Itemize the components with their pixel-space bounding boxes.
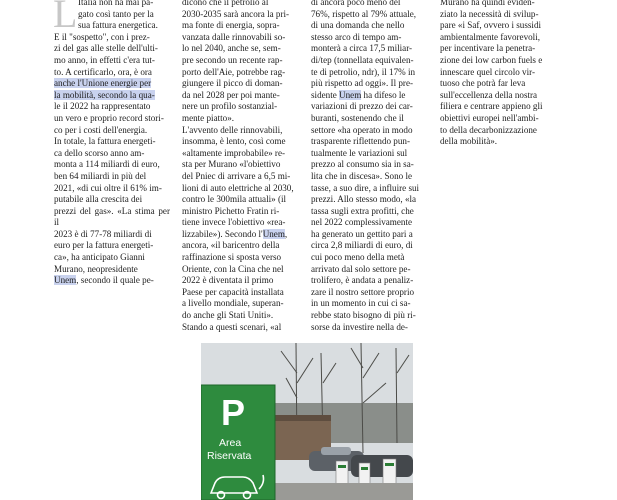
col1-line [54, 32, 170, 44]
highlighted-term: Unem [262, 228, 285, 239]
col3-line [311, 101, 427, 113]
text-line: giungere il picco di doman- [182, 78, 283, 89]
text-line: lioni di auto elettriche al 2030, [182, 182, 294, 193]
col2-line [182, 101, 298, 113]
article-column-3 [311, 0, 427, 333]
text-line: euro per la fattura energeti- [54, 240, 154, 251]
text-line: ben 64 miliardi in più del [54, 170, 147, 181]
text-line: 2022 è diventata il primo [182, 275, 274, 286]
text-line: nere un profilo sostanzial- [182, 101, 278, 112]
col3-line [311, 194, 427, 206]
col3-line [311, 287, 427, 299]
text-line: nel 2022 complessivamente [311, 217, 413, 228]
col3-line [311, 20, 427, 32]
text-line: ma fonte di energia, sopra- [182, 20, 280, 31]
text-line: prezzi del gas». «La stima per il [54, 205, 170, 228]
text-line: ca», ha anticipato Gianni [54, 252, 145, 263]
col1-line [54, 20, 170, 32]
text-line: 2030-2035 sarà ancora la pri- [182, 8, 290, 19]
text-line: In totale, la fattura energeti- [54, 136, 156, 147]
col1-line [54, 0, 170, 9]
col2-line [182, 9, 298, 21]
text-line: 2021, «di cui oltre il 61% im- [54, 182, 162, 193]
text-line: tasse, a suo dire, a influire sui [311, 182, 420, 193]
text-line: innescare quel circolo vir- [440, 66, 536, 77]
text-line: tassa sugli extra profitti, che [311, 205, 414, 216]
col1-line [54, 229, 170, 241]
text-line: to della decarbonizzazione [440, 124, 537, 135]
text-line: zare il nostro settore proprio [311, 286, 415, 297]
text-line: ca dello scorso anno am- [54, 147, 145, 158]
col2-line [182, 264, 298, 276]
text-line: Murano, neopresidente [54, 263, 138, 274]
col3-line [311, 78, 427, 90]
text-line: gato così tanto per la [78, 8, 154, 19]
text-line: monterà a circa 17,5 miliar- [311, 43, 413, 54]
col3-line [311, 148, 427, 160]
col4-line [440, 9, 556, 21]
article-column-4 [440, 0, 556, 148]
col4-line [440, 113, 556, 125]
col4-line [440, 101, 556, 113]
text-line: putabile alla crescita dei [54, 194, 143, 205]
col3-line [311, 159, 427, 171]
text-line: circa 2,8 miliardi di euro, di [311, 240, 413, 251]
text-line: trolifero, è andata a penaliz- [311, 275, 414, 286]
text-line: pare «i Saf, ovvero i sussidi [440, 20, 542, 31]
text-line: contro le 300mila attuali» (il [182, 194, 287, 205]
article-column-2 [182, 0, 298, 333]
text-line: prezzo al consumo sia in sa- [311, 159, 414, 170]
col2-line [182, 148, 298, 160]
col2-line [182, 67, 298, 79]
text-line: sua fattura energetica. [78, 20, 158, 31]
col3-line [311, 113, 427, 125]
col2-line [182, 310, 298, 322]
text-line: te di petrolio, ndr), il 17% in [311, 66, 416, 77]
text-line: Paese per capacità installata [182, 286, 284, 297]
text-line: E il "sospetto", con i prez- [54, 31, 150, 42]
col1-line [54, 90, 170, 102]
col3-line [311, 136, 427, 148]
text-line: trasparente riflettendo pun- [311, 136, 410, 147]
sign-letter: P [221, 392, 246, 433]
col1-line [54, 240, 170, 252]
col2-line [182, 171, 298, 183]
col2-line [182, 78, 298, 90]
col2-line [182, 159, 298, 171]
text-line: lo nel 2040, anche se, sem- [182, 43, 281, 54]
col3-line [311, 206, 427, 218]
article-column-1 [54, 0, 170, 287]
col3-line [311, 43, 427, 55]
text-line: del Pniec di arrivare a 6,5 mi- [182, 170, 291, 181]
col2-line [182, 206, 298, 218]
text-line: lizzabile»). Secondo l'Unem, [182, 228, 288, 239]
col4-line [440, 43, 556, 55]
ev-charging-scene [201, 343, 413, 500]
col2-line [182, 125, 298, 137]
col2-line [182, 20, 298, 32]
col4-line [440, 67, 556, 79]
col2-line [182, 252, 298, 264]
text-line: raffinazione si sposta verso [182, 252, 282, 263]
col4-line [440, 125, 556, 137]
text-line: anche l'Unione energie per [54, 78, 152, 89]
text-line: pre secondo un recente rap- [182, 54, 283, 65]
text-line: tiene invece l'obiettivo «rea- [182, 217, 286, 228]
text-line: monta a 114 miliardi di euro, [54, 159, 160, 170]
col3-line [311, 90, 427, 102]
col2-line [182, 229, 298, 241]
col2-line [182, 113, 298, 125]
col2-line [182, 32, 298, 44]
highlighted-term: Unem [339, 89, 362, 100]
highlighted-term: Unem [54, 275, 77, 286]
col3-line [311, 125, 427, 137]
text-line: tualmente le variazioni sul [311, 147, 408, 158]
col3-line [311, 322, 427, 334]
col2-line [182, 0, 298, 9]
col2-line [182, 275, 298, 287]
text-line: un vero e proprio record stori- [54, 112, 164, 123]
text-line: vanzata dalle rinnovabili so- [182, 31, 286, 42]
col1-line [54, 159, 170, 171]
ev-charging-photo [201, 343, 413, 500]
col4-line [440, 136, 556, 148]
col2-line [182, 322, 298, 334]
col2-line [182, 217, 298, 229]
col1-line [54, 9, 170, 21]
col1-line [54, 148, 170, 160]
text-line: di ancora poco meno del [311, 0, 401, 7]
col3-line [311, 298, 427, 310]
col2-line [182, 287, 298, 299]
text-line: co per i costi dell'energia. [54, 124, 148, 135]
text-line: mente piatto». [182, 112, 235, 123]
col2-line [182, 136, 298, 148]
text-line: ha generato un gettito pari a [311, 228, 413, 239]
text-line: sta per Murano «l'obiettivo [182, 159, 281, 170]
text-line: a livello mondiale, superan- [182, 298, 284, 309]
col1-line [54, 78, 170, 90]
col1-line [54, 113, 170, 125]
text-line: 2023 è di 77-78 miliardi di [54, 228, 152, 239]
col2-line [182, 183, 298, 195]
text-line: arrivato dal solo settore pe- [311, 263, 411, 274]
col1-line [54, 125, 170, 137]
col2-line [182, 194, 298, 206]
col3-line [311, 252, 427, 264]
text-line: ministro Pichetto Fratin ri- [182, 205, 280, 216]
text-line: tuoso che potrà far leva [440, 78, 526, 89]
text-line: di una domanda che nello [311, 20, 405, 31]
text-line: porto dell'Aie, potrebbe rag- [182, 66, 286, 77]
drop-cap-letter: L [53, 0, 78, 36]
col3-line [311, 275, 427, 287]
col3-line [311, 310, 427, 322]
col1-line [54, 101, 170, 113]
col3-line [311, 67, 427, 79]
col1-line [54, 194, 170, 206]
text-line: in un momento in cui ci sa- [311, 298, 411, 309]
text-line: prezzi. Allo stesso modo, «la [311, 194, 417, 205]
col2-line [182, 90, 298, 102]
text-line: Stando a questi scenari, «al [182, 321, 282, 332]
text-line: Oriente, con la Cina che nel [182, 263, 284, 274]
col3-line [311, 9, 427, 21]
col3-line [311, 217, 427, 229]
text-line: per incentivare la penetra- [440, 43, 536, 54]
col4-line [440, 90, 556, 102]
text-line: mo anno, in effetti c'era tut- [54, 54, 155, 65]
col3-line [311, 0, 427, 9]
text-line: settore «ha operato in modo [311, 124, 413, 135]
text-line: sidente Unem ha difeso le [311, 89, 406, 100]
col1-line [54, 55, 170, 67]
col3-line [311, 229, 427, 241]
text-line: sorse da investire nella de- [311, 321, 408, 332]
text-line: la mobilità, secondo la qua- [54, 89, 155, 100]
sign-line-2: Riservata [207, 450, 252, 462]
text-line: variazioni di prezzo dei car- [311, 101, 413, 112]
text-line: ziato la necessità di svilup- [440, 8, 539, 19]
text-line: cui poco meno della metà [311, 252, 405, 263]
text-line: to. A certificarlo, ora, è ora [54, 66, 152, 77]
col4-line [440, 55, 556, 67]
text-line: ancora, «il baricentro della [182, 240, 280, 251]
text-line: della mobilità». [440, 136, 498, 147]
col2-line [182, 240, 298, 252]
text-line: Murano ha quindi eviden- [440, 0, 535, 7]
text-line: buranti, sostenendo che il [311, 112, 404, 123]
col1-line [54, 275, 170, 287]
text-line: più rispetto ad oggi». Il pre- [311, 78, 414, 89]
col4-line [440, 78, 556, 90]
col2-line [182, 55, 298, 67]
text-line: «altamente improbabile» re- [182, 147, 286, 158]
col1-line [54, 183, 170, 195]
text-line: Italia non ha mai pa- [78, 0, 154, 7]
col3-line [311, 32, 427, 44]
text-line: obiettivi europei nell'ambi- [440, 112, 539, 123]
text-line: zione dei low carbon fuels e [440, 54, 543, 65]
col3-line [311, 171, 427, 183]
col3-line [311, 264, 427, 276]
col3-line [311, 183, 427, 195]
col4-line [440, 0, 556, 9]
col3-line [311, 55, 427, 67]
col1-line [54, 67, 170, 79]
col3-line [311, 240, 427, 252]
col1-line [54, 43, 170, 55]
col2-line [182, 298, 298, 310]
col4-line [440, 20, 556, 32]
text-line: dicono che il petrolio al [182, 0, 269, 7]
text-line: le il 2022 ha rappresentato [54, 101, 151, 112]
text-line: do anche gli Stati Uniti». [182, 310, 274, 321]
text-line: da nel 2028 per poi mante- [182, 89, 280, 100]
text-line: sull'eccellenza della nostra [440, 89, 538, 100]
text-line: filiera e centrare appieno gli [440, 101, 543, 112]
col1-line [54, 252, 170, 264]
col2-line [182, 43, 298, 55]
text-line: insomma, è lento, così come [182, 136, 286, 147]
text-line: lita che in discesa». Sono le [311, 170, 413, 181]
text-line: 76%, rispetto al 79% attuale, [311, 8, 417, 19]
text-line: zi del gas alle stelle dell'ulti- [54, 43, 158, 54]
col1-line [54, 136, 170, 148]
text-line: Unem, secondo il quale pe- [54, 275, 154, 286]
col1-line [54, 171, 170, 183]
col1-line [54, 264, 170, 276]
text-line: rebbe stato bisogno di più ri- [311, 310, 416, 321]
text-line: ambientalmente favorevoli, [440, 31, 540, 42]
text-line: di/tep (tonnellata equivalen- [311, 54, 414, 65]
text-line: stesso arco di tempo am- [311, 31, 402, 42]
col1-line [54, 206, 170, 229]
col4-line [440, 32, 556, 44]
sign-line-1: Area [219, 437, 242, 449]
text-line: L'avvento delle rinnovabili, [182, 124, 283, 135]
